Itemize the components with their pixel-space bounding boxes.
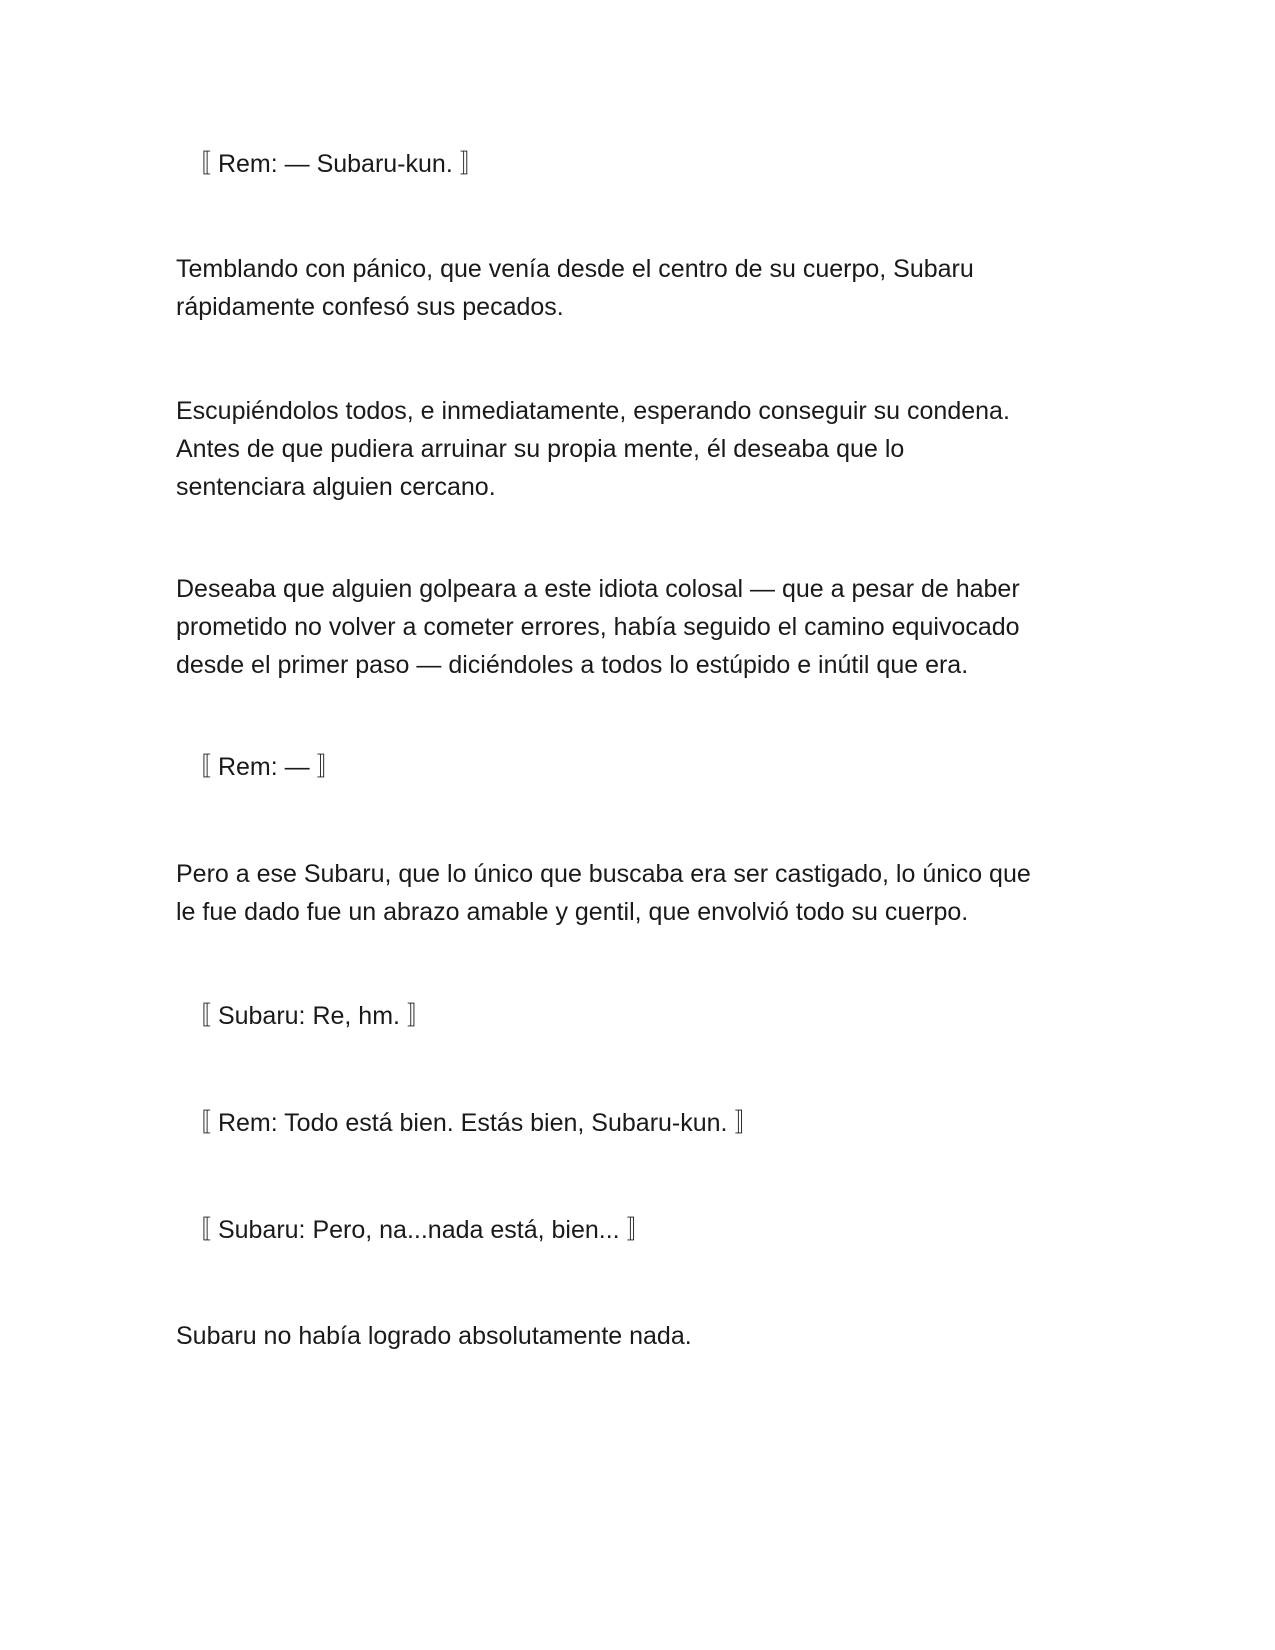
text-line: sentenciara alguien cercano. — [176, 473, 496, 501]
text-line: Antes de que pudiera arruinar su propia mente, él deseaba que lo — [176, 435, 905, 463]
narration-paragraph — [176, 570, 1096, 684]
dialogue-line: 〚 Subaru: Pero, na...nada está, bien... 〛 — [186, 1216, 652, 1244]
dialogue-line: 〚 Rem: — Subaru-kun. 〛 — [186, 150, 485, 178]
text-line: rápidamente confesó sus pecados. — [176, 293, 564, 321]
dialogue-line: 〚 Rem: — 〛 — [186, 753, 342, 781]
dialogue-line: 〚 Subaru: Re, hm. 〛 — [186, 1002, 432, 1030]
narration-paragraph — [176, 250, 1096, 326]
text-line: Escupiéndolos todos, e inmediatamente, esperando conseguir su condena. — [176, 397, 1010, 425]
narration-paragraph — [176, 855, 1096, 931]
text-line: prometido no volver a cometer errores, había seguido el camino equivocado — [176, 613, 1020, 641]
text-line: Temblando con pánico, que venía desde el centro de su cuerpo, Subaru — [176, 255, 974, 283]
text-line: Pero a ese Subaru, que lo único que buscaba era ser castigado, lo único que — [176, 860, 1031, 888]
text-line: desde el primer paso — diciéndoles a todos lo estúpido e inútil que era. — [176, 651, 969, 679]
narration-paragraph — [176, 1317, 1096, 1355]
narration-paragraph — [176, 392, 1096, 506]
text-line: Deseaba que alguien golpeara a este idiota colosal — que a pesar de haber — [176, 575, 1020, 603]
text-line: Subaru no había logrado absolutamente nada. — [176, 1322, 692, 1350]
text-line: le fue dado fue un abrazo amable y gentil, que envolvió todo su cuerpo. — [176, 898, 969, 926]
dialogue-line: 〚 Rem: Todo está bien. Estás bien, Subaru-kun. 〛 — [186, 1109, 760, 1137]
